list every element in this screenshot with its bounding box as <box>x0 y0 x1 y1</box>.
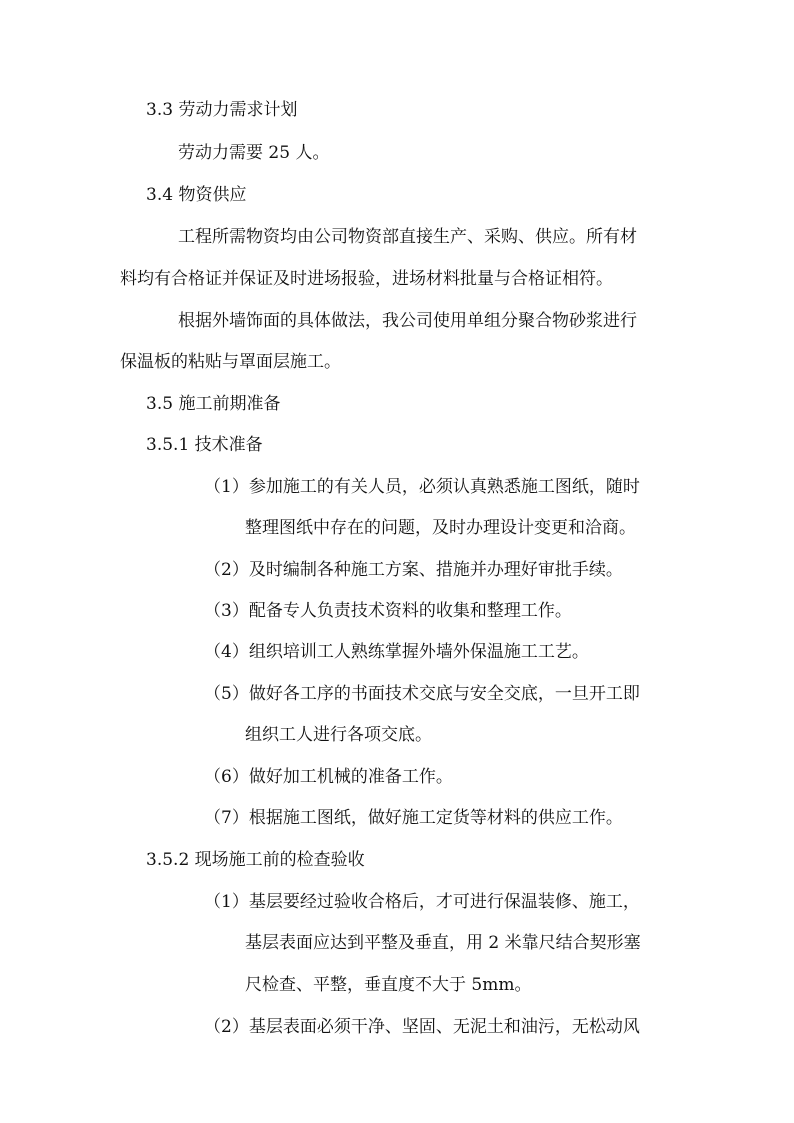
list-item: （7）根据施工图纸，做好施工定货等材料的供应工作。 <box>204 808 623 828</box>
list-item: （3）配备专人负责技术资料的收集和整理工作。 <box>204 601 572 621</box>
section-3-4-paragraph-1-line-1: 工程所需物资均由公司物资部直接生产、采购、供应。所有材 <box>178 227 637 247</box>
list-item-continuation: 基层表面应达到平整及垂直，用 2 米靠尺结合契形塞 <box>245 933 641 953</box>
list-item-continuation: 组织工人进行各项交底。 <box>245 725 432 745</box>
section-3-4-paragraph-1-line-2: 料均有合格证并保证及时进场报验，进场材料批量与合格证相符。 <box>120 269 613 289</box>
list-item: （4）组织培训工人熟练掌握外墙外保温施工工艺。 <box>204 642 589 662</box>
list-item: （1）基层要经过验收合格后，才可进行保温装修、施工， <box>204 892 640 912</box>
list-item: （1）参加施工的有关人员，必须认真熟悉施工图纸，随时 <box>204 477 640 497</box>
list-item: （2）及时编制各种施工方案、措施并办理好审批手续。 <box>204 560 623 580</box>
section-3-3-heading: 3.3 劳动力需求计划 <box>146 100 298 120</box>
section-3-5-heading: 3.5 施工前期准备 <box>146 394 281 414</box>
list-item-continuation: 整理图纸中存在的问题，及时办理设计变更和洽商。 <box>245 518 636 538</box>
list-item: （5）做好各工序的书面技术交底与安全交底，一旦开工即 <box>204 684 640 704</box>
section-3-5-2-heading: 3.5.2 现场施工前的检查验收 <box>146 850 365 870</box>
section-3-4-heading: 3.4 物资供应 <box>146 185 247 205</box>
list-item: （6）做好加工机械的准备工作。 <box>204 767 453 787</box>
section-3-4-paragraph-2-line-2: 保温板的粘贴与罩面层施工。 <box>120 352 341 372</box>
section-3-4-paragraph-2-line-1: 根据外墙饰面的具体做法，我公司使用单组分聚合物砂浆进行 <box>178 311 637 331</box>
list-item-continuation: 尺检查、平整，垂直度不大于 5mm。 <box>245 975 532 995</box>
section-3-3-text: 劳动力需要 25 人。 <box>178 143 330 163</box>
section-3-5-1-heading: 3.5.1 技术准备 <box>146 435 263 455</box>
list-item: （2）基层表面必须干净、坚固、无泥土和油污，无松动风 <box>204 1017 640 1037</box>
